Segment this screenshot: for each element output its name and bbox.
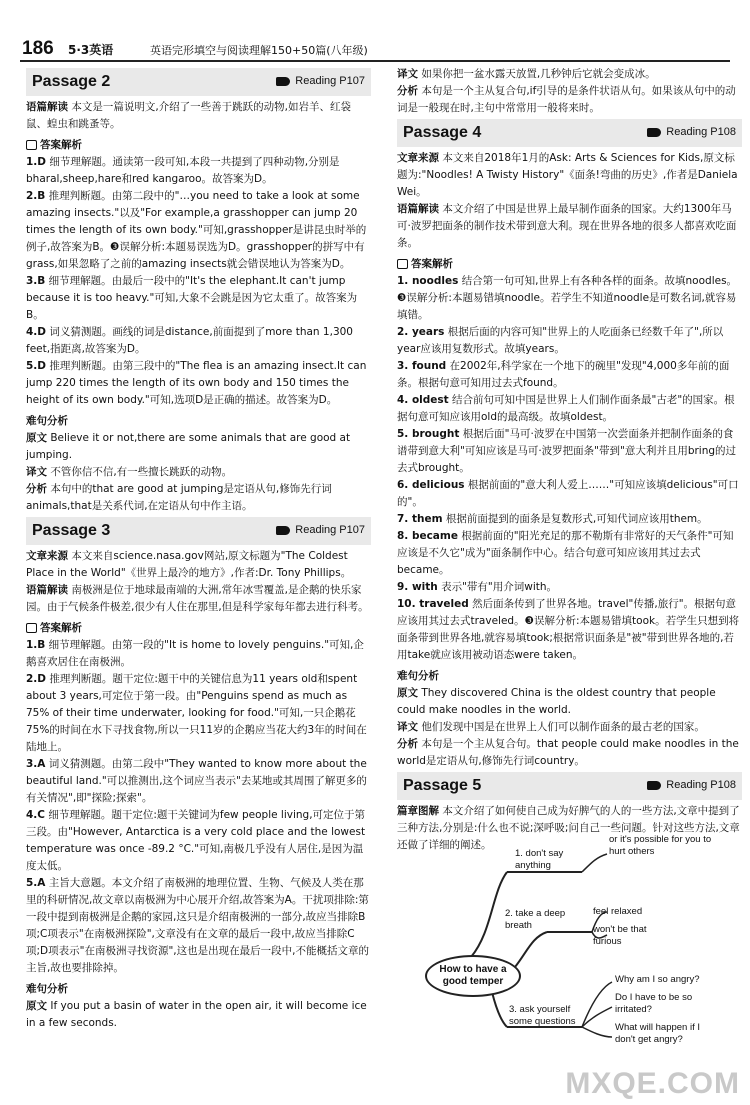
paragraph-text: 本文介绍了中国是世界上最早制作面条的国家。大约1300年马可·波罗把面条的制作技术带到意大利。现在世界各地的很多人都喜欢吃面条。 [397,202,737,249]
paragraph [26,481,371,515]
paragraph [26,464,371,481]
mindmap-note-1: or it's possible for you to hurt others [609,834,712,858]
answer-number: 10. traveled [397,597,469,610]
pointing-hand-icon [276,526,290,535]
reading-ref [647,124,736,142]
paragraph-label: 语篇解读 [26,583,68,596]
answer-text: 然后面条传到了世界各地。travel"传播,旅行"。根据句意应该用其过去式traveled。❸误解分析:本题易错填took。若学生只想到将面条带到世界各地,就容易填took;根据常识面条是"被"带到世界各地的,若用take就应该用被动语态were taken。 [397,597,740,661]
paragraph-label: 译文 [397,68,418,80]
mindmap-question-3: What will happen if I don't get angry? [615,1022,701,1046]
paragraph-label: 原文 [26,431,47,444]
paragraph [397,66,742,83]
answer-number: 5.A [26,876,46,889]
paragraph-label: 篇章图解 [397,804,439,817]
reading-ref-text: Reading P107 [295,75,365,88]
passage-title: Passage 3 [32,521,111,539]
answer-number: 3.B [26,274,46,287]
answer-text: 主旨大意题。本文介绍了南极洲的地理位置、生物、气候及人类在那里的科研情况,故文章以南极洲为中心展开介绍,故答案为A。干扰项排除:第一段中提到南极洲是企鹅的家园,这只是介绍南极洲的一部分,故应当排除B项;C项表示"在南极洲探险",文章没有在文章的最后一段中,故应当排除C项;D项表示"在南极洲寻找资源",这也是出现在最后一段中,不能概括文章的主旨,故也要排除掉。 [26,876,369,974]
answer-number: 5. brought [397,427,460,440]
paragraph [397,150,742,201]
passage-header [397,119,742,147]
page-header [0,0,750,60]
answer-text: 在2002年,科学家在一个地下的碗里"发现"4,000多年前的面条。根据句意可知用过去式found。 [397,359,730,389]
section-heading [26,981,371,998]
answer-number: 3. found [397,359,447,372]
left-column [26,66,371,1032]
right-column [397,66,742,854]
answer-text: 推理判断题。由第二段中的"…you need to take a look at some amazing insects."以及"For example,a grasshopper can jump 20 times the length of its own body."可知,grasshopper是讲昆虫时举的例子,故答案为B。❸误解分析:本题易误选为D。grasshopper的拼写中有grass,如果忽略了之前的amazing insects就会错误地认为答案为D。 [26,189,367,270]
paragraph [397,719,742,736]
mindmap-branch-3: 3. ask yourself some questions [509,1004,576,1028]
answer-item [26,807,371,875]
answer-number: 6. delicious [397,478,465,491]
paragraph-text: 不管你信不信,有一些擅长跳跃的动物。 [50,465,233,478]
answer-number: 2.B [26,189,46,202]
answer-number: 7. them [397,512,443,525]
passage-header [26,517,371,545]
mindmap-branch-2: 2. take a deep breath [505,908,566,932]
pointing-hand-icon [647,128,661,137]
answer-item [397,358,742,392]
section-heading-text: 难句分析 [397,669,439,682]
section-heading-text: 答案解析 [411,257,453,270]
mindmap-branch-1: 1. don't say anything [515,848,564,872]
answer-item [397,324,742,358]
answer-text: 根据前面提到的面条是复数形式,可知代词应该用them。 [445,512,708,525]
answer-item [397,579,742,596]
pointing-hand-icon [647,781,661,790]
answer-text: 结合前句可知中国是世界上人们制作面条最"古老"的国家。根据句意可知应该用old的最高级。故填oldest。 [397,393,735,423]
reading-ref [647,777,736,795]
paragraph-text: 本文是一篇说明文,介绍了一些善于跳跃的动物,如岩羊、红袋鼠、蝗虫和跳蚤等。 [26,100,352,130]
mindmap-note-2a: feel relaxed [593,906,643,917]
section-heading-text: 答案解析 [40,621,82,634]
passage-title: Passage 2 [32,73,111,90]
reading-ref-text: Reading P107 [295,523,365,536]
answer-item [26,637,371,671]
paragraph-label: 文章来源 [397,151,439,164]
reading-ref-text: Reading P108 [666,778,736,791]
mindmap [397,832,737,1094]
answer-item [26,154,371,188]
answer-item [397,392,742,426]
answer-number: 3.A [26,757,46,770]
paragraph-text: 本句是一个主从复合句,if引导的是条件状语从句。如果该从句中的动词是一般现在时,主句中常常用一般将来时。 [397,85,736,114]
paragraph [397,201,742,252]
paragraph-text: 本句中的that are good at jumping是定语从句,修饰先行词animals,that是关系代词,在定语从句中作主语。 [26,482,332,512]
passage-header [397,772,742,800]
answer-item [26,756,371,807]
paragraph [26,430,371,464]
header-rule [20,60,730,62]
passage-title: Passage 5 [403,776,482,794]
paragraph-text: If you put a basin of water in the open air, it will become ice in a few seconds. [26,999,367,1029]
answer-text: 细节理解题。由最后一段中的"It's the elephant.It can't jump because it is too heavy."可知,大象不会跳是因为它太重了。故答案为B。 [26,274,358,321]
paragraph-label: 文章来源 [26,549,68,562]
mindmap-question-2: Do I have to be so irritated? [615,992,693,1016]
answer-text: 细节理解题。由第一段的"It is home to lovely penguins."可知,企鹅喜欢居住在南极洲。 [26,638,364,668]
answer-text: 推理判断题。由第三段中的"The flea is an amazing insect.It can jump 220 times the length of its own body and 150 times the height of its own body."可知,选项D是正确的描述。故答案为D。 [26,359,367,406]
answer-number: 4.D [26,325,47,338]
answer-item [26,358,371,409]
watermark: MXQE.COM [565,1067,740,1100]
answer-number: 8. became [397,529,458,542]
answer-text: 结合第一句可知,世界上有各种各样的面条。故填noodles。❸误解分析:本题易错填noodle。若学生不知道noodle是可数名词,就容易填错。 [397,274,738,321]
section-heading-text: 答案解析 [40,138,82,151]
paragraph-label: 译文 [397,720,418,733]
answer-item [397,426,742,477]
answer-item [26,671,371,756]
paragraph [26,548,371,582]
passage-header [26,68,371,96]
answer-item [26,188,371,273]
answer-number: 5.D [26,359,47,372]
paragraph-text: 本句是一个主从复合句。that people could make noodles in the world是定语从句,修饰先行词country。 [397,737,739,767]
answer-number: 4.C [26,808,46,821]
section-heading-text: 难句分析 [26,414,68,427]
answer-number: 1.D [26,155,47,168]
section-heading [26,620,371,637]
passage-title: Passage 4 [403,124,482,141]
answer-item [26,324,371,358]
paragraph-text: 南极洲是位于地球最南端的大洲,常年冰雪覆盖,是企鹅的快乐家园。由于气候条件极差,很少有人住在那里,但是科学家每年都去进行科考。 [26,583,369,613]
paragraph [26,582,371,616]
answer-number: 9. with [397,580,438,593]
answer-number: 2. years [397,325,445,338]
pointing-hand-icon [276,77,290,86]
answer-text: 词义猜测题。画线的词是distance,前面提到了more than 1,300 feet,指距离,故答案为D。 [26,325,353,355]
paragraph-label: 分析 [26,482,47,495]
mindmap-center: How to have a good temper [425,955,521,997]
answer-text: 推理判断题。题干定位:题干中的关键信息为11 years old和spent about 3 years,可定位于第一段。由"Penguins spend as much as 75% of their time underwater, looking for food."可知,一只企鹅花75%的时间在水下寻找食物,所以一只11岁的企鹅应当花大约3年的时间在陆地上。 [26,672,367,753]
answer-text: 根据前面的"阳光充足的那不勒斯有非常好的天气条件"可知应该是不久它"成为"面条制作中心。结合句意可知应该用其过去式became。 [397,529,734,576]
reading-ref [276,73,365,91]
answer-item [26,273,371,324]
book-title: 英语完形填空与阅读理解150+50篇(八年级) [150,44,368,57]
answer-text: 根据前面的"意大利人爱上……"可知应该填delicious"可口的"。 [397,478,739,508]
paragraph [397,83,742,117]
paragraph-text: They discovered China is the oldest country that people could make noodles in the world. [397,686,716,716]
paragraph [397,685,742,719]
reading-ref [276,522,365,540]
lock-icon [26,140,37,150]
paragraph-label: 原文 [26,999,47,1012]
paragraph-label: 分析 [397,85,418,97]
page-number: 186 [22,38,54,59]
answer-item [397,273,742,324]
answer-item [397,511,742,528]
paragraph-text: 如果你把一盆水露天放置,几秒钟后它就会变成冰。 [421,68,656,80]
paragraph-label: 语篇解读 [397,202,439,215]
paragraph-label: 译文 [26,465,47,478]
paragraph-label: 原文 [397,686,418,699]
paragraph [26,99,371,133]
paragraph-label: 分析 [397,737,418,750]
paragraph-label: 语篇解读 [26,100,68,113]
section-heading [397,256,742,273]
section-heading [26,137,371,154]
answer-text: 根据后面"马可·波罗在中国第一次尝面条并把制作面条的食谱带到意大利"可知应该是马可·波罗把面条"带到"意大利并且用bring的过去式brought。 [397,427,737,474]
paragraph-text: 本文来自science.nasa.gov网站,原文标题为"The Coldest Place in the World"《世界上最冷的地方》,作者:Dr. Tony Phillips。 [26,549,352,579]
reading-ref-text: Reading P108 [666,126,736,139]
answer-item [397,528,742,579]
answer-number: 2.D [26,672,47,685]
answer-text: 表示"带有"用介词with。 [441,580,558,593]
answer-item [397,596,742,664]
paragraph-text: 他们发现中国是在世界上人们可以制作面条的最古老的国家。 [421,720,705,733]
paragraph-text: Believe it or not,there are some animals that are good at jumping. [26,431,351,461]
answer-item [26,875,371,977]
paragraph [397,736,742,770]
section-heading-text: 难句分析 [26,982,68,995]
answer-text: 细节理解题。题干定位:题干关键词为few people living,可定位于第三段。由"However, Antarctica is a very cold place and the lowest temperature was once -89.2 °C."可知,南极几乎没有人居住,是因为温度太低。 [26,808,366,872]
paragraph-text: 本文来自2018年1月的Ask: Arts & Sciences for Kids,原文标题为:"Noodles! A Twisty History"《面条!弯曲的历史》,作者是Daniela Wei。 [397,151,738,198]
answer-text: 根据后面的内容可知"世界上的人吃面条已经数千年了",所以year应该用复数形式。故填years。 [397,325,724,355]
lock-icon [397,259,408,269]
answer-item [397,477,742,511]
paragraph-text: 本文介绍了如何使自己成为好脾气的人的一些方法,文章中提到了三种方法,分别是:什么也不说;深呼吸;问自己一些问题。针对这些方法,文章还做了详细的阐述。 [397,804,740,851]
section-heading [26,413,371,430]
mindmap-note-2b: won't be that furious [593,924,647,948]
answer-text: 词义猜测题。由第二段中"They wanted to know more about the beautiful land."可以推测出,这个词应当表示"去某地或其周围了解更多的有关情况",即"探险;探索"。 [26,757,367,804]
paragraph [26,998,371,1032]
answer-number: 1. noodles [397,274,459,287]
mindmap-question-1: Why am I so angry? [615,974,700,985]
answer-number: 4. oldest [397,393,449,406]
section-heading [397,668,742,685]
answer-text: 细节理解题。通读第一段可知,本段一共提到了四种动物,分别是bharal,sheep,hare和red kangaroo。故答案为D。 [26,155,340,185]
series-name: 5·3英语 [68,43,114,57]
answer-number: 1.B [26,638,46,651]
lock-icon [26,623,37,633]
